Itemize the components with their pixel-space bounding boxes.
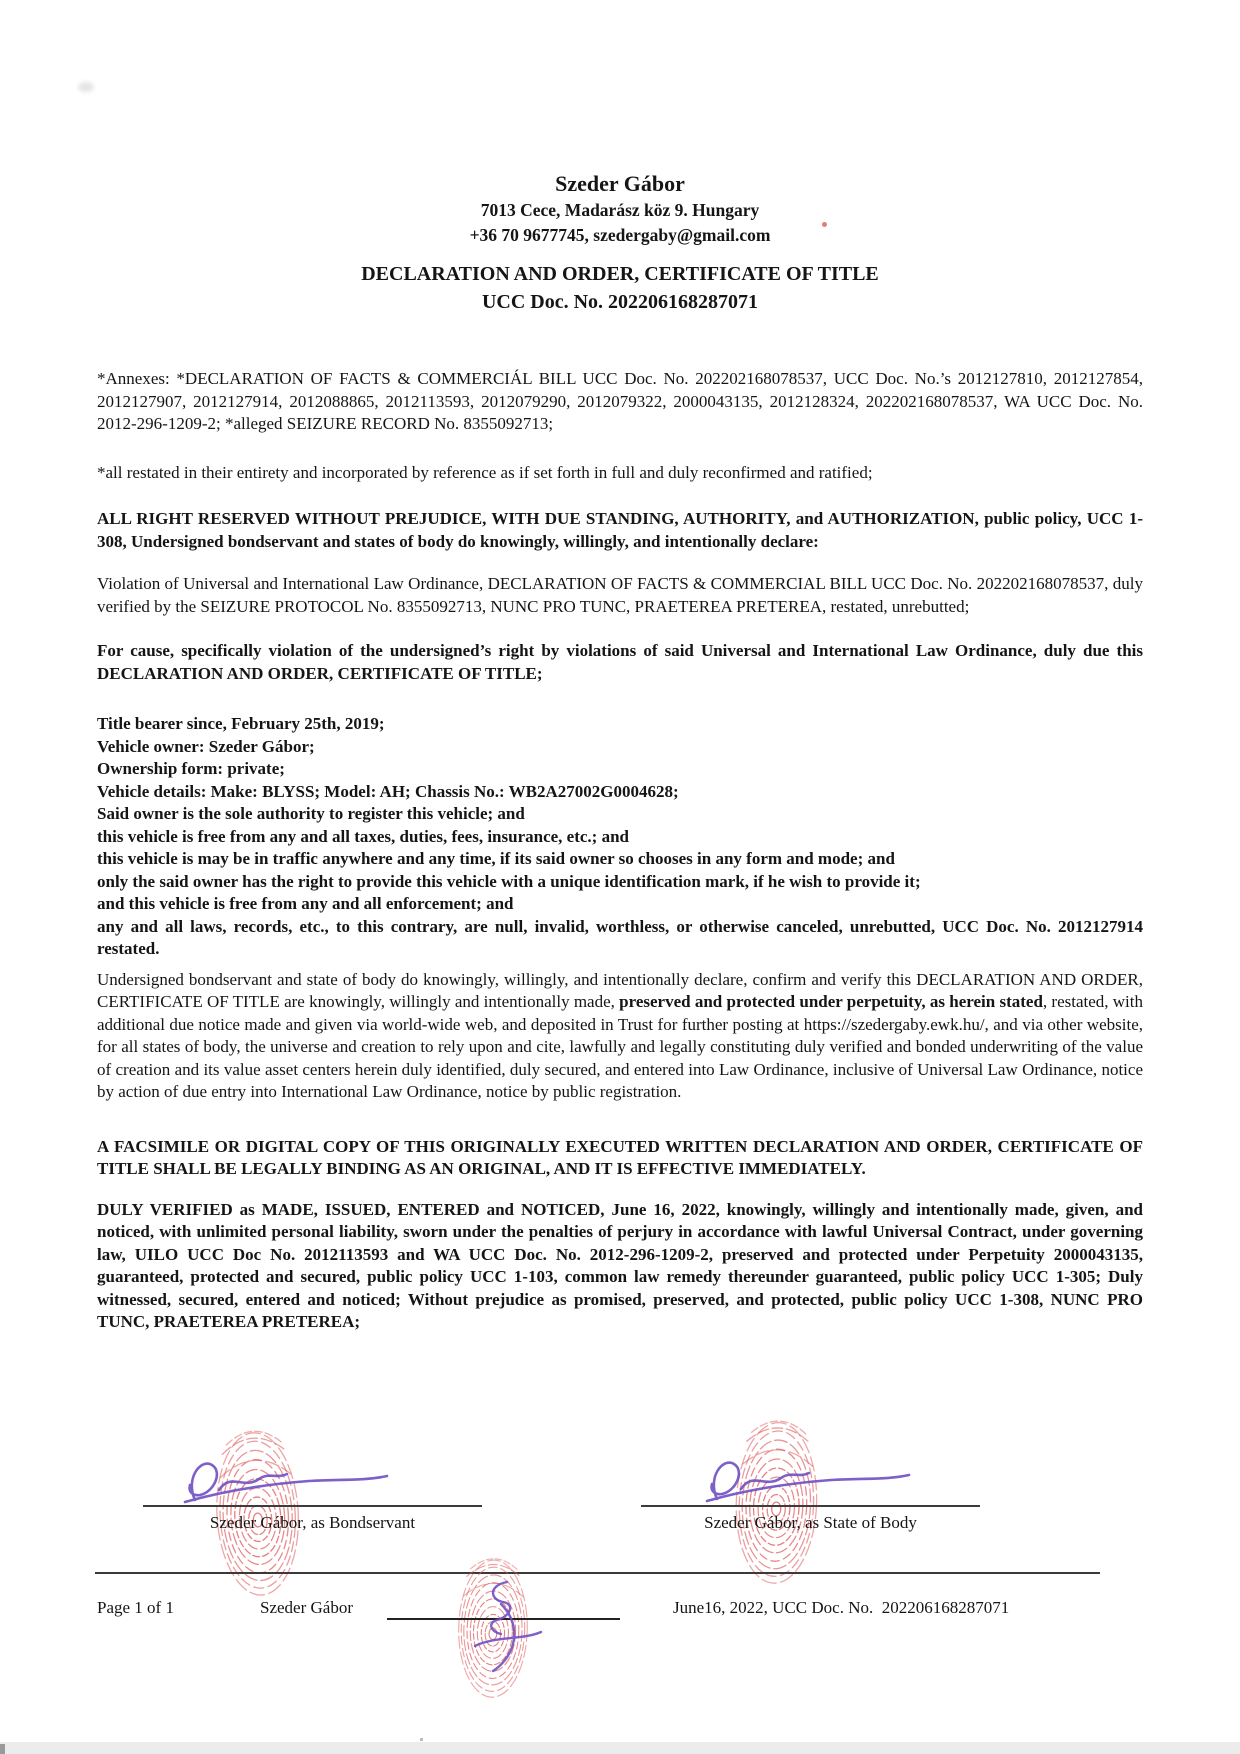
declaration-line: this vehicle is free from any and all taxes, duties, fees, insurance, etc.; and xyxy=(97,826,629,846)
paragraph-violation: Violation of Universal and International Law Ordinance, DECLARATION OF FACTS & COMMERCIAL BILL UCC Doc. No. 202202168078537, duly verified by the SEIZURE PROTOCOL No. 8355092713, NUNC PRO TUNC, PRAETEREA PRETEREA, restated, unrebutted; xyxy=(97,574,1143,616)
scan-edge-dash xyxy=(420,1738,423,1741)
document-title-line1: DECLARATION AND ORDER, CERTIFICATE OF TITLE xyxy=(361,263,879,285)
footer-date-docnumber: June16, 2022, UCC Doc. No. 202206168287071 xyxy=(673,1598,1010,1617)
signature-bondservant xyxy=(157,1448,407,1518)
paragraph-restated: *all restated in their entirety and incorporated by reference as if set forth in full and duly reconfirmed and ratified; xyxy=(97,462,873,482)
document-content xyxy=(97,0,1143,1334)
declaration-line: Title bearer since, February 25th, 2019; xyxy=(97,714,385,733)
declaration-line: this vehicle is may be in traffic anywhere and any time, if its said owner so chooses in any form and mode; and xyxy=(97,849,895,868)
signature-label-state-of-body: Szeder Gábor, as State of Body xyxy=(704,1513,917,1532)
paragraph-all-right-reserved: ALL RIGHT RESERVED WITHOUT PREJUDICE, WITH DUE STANDING, AUTHORITY, and AUTHORIZATION, public policy, UCC 1-308, Undersigned bondservant and states of body do knowingly, willingly, and intentionally declare: xyxy=(97,509,1143,551)
signature-state-of-body xyxy=(677,1446,927,1516)
declaration-line: Said owner is the sole authority to register this vehicle; and xyxy=(97,804,525,823)
scan-edge-tick xyxy=(0,1744,5,1754)
declaration-line: and this vehicle is free from any and all enforcement; and xyxy=(97,894,514,913)
declaration-line: Vehicle owner: Szeder Gábor; xyxy=(97,736,315,756)
paragraph-duly-verified: DULY VERIFIED as MADE, ISSUED, ENTERED and NOTICED, June 16, 2022, knowingly, willingly and intentionally made, given, and noticed, with unlimited personal liability, sworn under the penalties of perjury in accordance with lawful Universal Contract, under governing law, UILO UCC Doc No. 2012113593 and WA UCC Doc. No. 2012-296-1209-2, preserved and protected under Perpetuity 2000043135, guaranteed, protected and secured, public policy UCC 1-103, common law remedy thereunder guaranteed, public policy UCC 1-305; Duly witnessed, secured, entered and noticed; Without prejudice as promised, preserved, and protected, public policy UCC 1-308, NUNC PRO TUNC, PRAETEREA PRETEREA; xyxy=(97,1199,1143,1331)
declaration-line: Vehicle details: Make: BLYSS; Model: AH; Chassis No.: WB2A27002G0004628; xyxy=(97,781,679,801)
declaration-lines xyxy=(97,713,1143,961)
declaration-line: Ownership form: private; xyxy=(97,759,285,778)
undersigned-bold-text: preserved and protected under perpetuity, as herein stated xyxy=(619,992,1043,1011)
declaration-line: any and all laws, records, etc., to this contrary, are null, invalid, worthless, or otherwise canceled, unrebutted, UCC Doc. No. 2012127914 restated. xyxy=(97,916,1143,958)
footer-signer-name: Szeder Gábor xyxy=(260,1598,353,1617)
letterhead-address: 7013 Cece, Madarász köz 9. Hungary xyxy=(480,200,760,220)
declaration-line: only the said owner has the right to provide this vehicle with a unique identification mark, if he wish to provide it; xyxy=(97,871,921,891)
footer-divider-rule xyxy=(95,1572,1100,1574)
letterhead-name: Szeder Gábor xyxy=(555,171,685,196)
scan-smudge xyxy=(78,82,94,92)
letterhead-contact: +36 70 9677745, szedergaby@gmail.com xyxy=(469,225,771,245)
signature-label-bondservant: Szeder Gábor, as Bondservant xyxy=(209,1513,416,1532)
undersigned-text: Undersigned bondservant and state of body do knowingly, willingly, and intentionally declare, confirm and verify this DECLARATION AND ORDER, CERTIFICATE OF TITLE are knowingly, willingly and intentionally made, xyxy=(97,969,1143,1011)
document-title xyxy=(97,260,1143,316)
footer xyxy=(97,1596,1143,1636)
signature-footer xyxy=(449,1574,559,1674)
document-title-line2: UCC Doc. No. 202206168287071 xyxy=(481,291,759,313)
paragraph-annexes: *Annexes: *DECLARATION OF FACTS & COMMERCIÁL BILL UCC Doc. No. 202202168078537, UCC Doc. No.’s 2012127810, 2012127854, 2012127907, 2012127914, 2012088865, 2012113593, 2012079290, 2012079322, 2000043135, 2012128324, 202202168078537, WA UCC Doc. No. 2012-296-1209-2; *alleged SEIZURE RECORD No. 8355092713; xyxy=(97,369,1143,433)
footer-page-number: Page 1 of 1 xyxy=(97,1598,174,1617)
paragraph-for-cause: For cause, specifically violation of the undersigned’s right by violations of said Universal and International Law Ordinance, duly due this DECLARATION AND ORDER, CERTIFICATE OF TITLE; xyxy=(97,641,1143,683)
paragraph-facsimile: A FACSIMILE OR DIGITAL COPY OF THIS ORIGINALLY EXECUTED WRITTEN DECLARATION AND ORDER, CERTIFICATE OF TITLE SHALL BE LEGALLY BINDING AS AN ORIGINAL, AND IT IS EFFECTIVE IMMEDIATELY. xyxy=(97,1136,1143,1178)
paragraph-undersigned xyxy=(97,969,1143,1104)
scan-edge-strip xyxy=(0,1742,1240,1754)
undersigned-text-cont: , restated, with additional due notice made and given via world-wide web, and deposited in Trust for further posting at https://szedergaby.ewk.hu/, and via other website, for all states of body, the universe and creation to rely upon and cite, lawfully and legally constituting duly verified and bonded underwriting of the value of creation and its value asset centers herein duly identified, duly secured, and entered into Law Ordinance, inclusive of Universal Law Ordinance, notice by action of due entry into International Law Ordinance, notice by public registration. xyxy=(97,992,1143,1101)
